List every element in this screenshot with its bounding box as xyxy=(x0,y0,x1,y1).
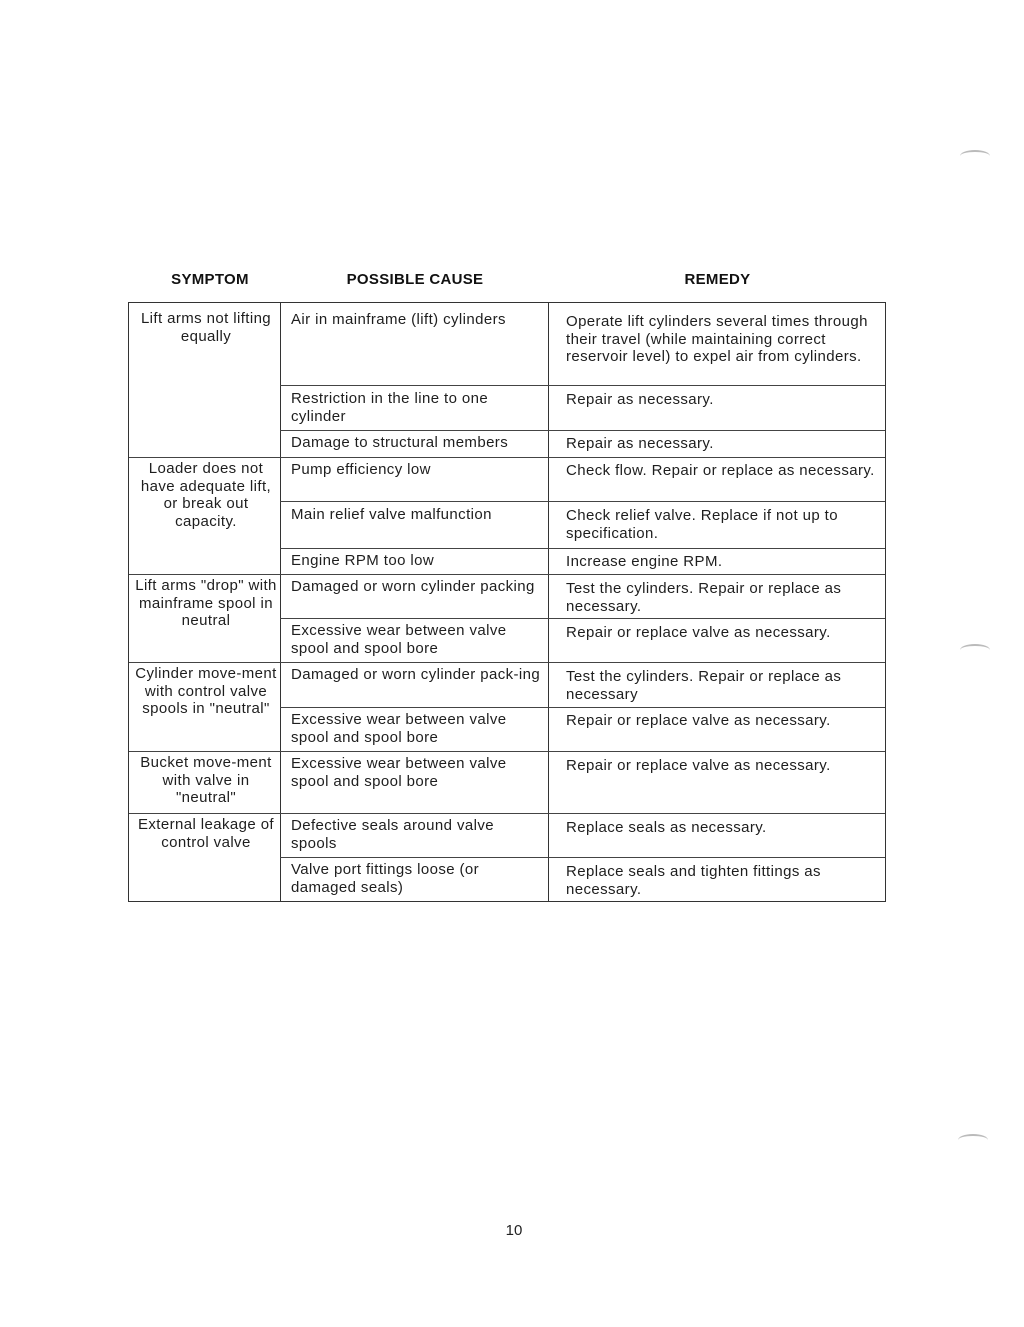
remedy-cell: Operate lift cylinders several times through their travel (while maintaining correct reservoir level) to expel air from cylinders. xyxy=(566,313,868,365)
remedy-cell: Repair as necessary. xyxy=(566,435,714,452)
row-divider xyxy=(129,662,885,663)
binder-hole-mark xyxy=(960,150,990,162)
cause-cell: Damage to structural members xyxy=(291,434,509,451)
cause-cell: Restriction in the line to one cylinder xyxy=(291,390,489,425)
column-divider xyxy=(548,303,549,901)
header-possible-cause: POSSIBLE CAUSE xyxy=(346,271,484,288)
remedy-cell: Replace seals as necessary. xyxy=(566,819,767,836)
remedy-cell: Replace seals and tighten fittings as necessary. xyxy=(566,863,821,898)
symptom-cell: Loader does not have adequate lift, or break out capacity. xyxy=(140,460,272,530)
symptom-cell: Lift arms "drop" with mainframe spool in neutral xyxy=(135,577,277,629)
cause-cell: Excessive wear between valve spool and spool bore xyxy=(291,755,507,790)
binder-hole-mark xyxy=(960,644,990,656)
cause-cell: Damaged or worn cylinder pack-ing xyxy=(291,666,541,683)
symptom-cell: Cylinder move-ment with control valve spools in "neutral" xyxy=(135,665,277,717)
cause-cell: Main relief valve malfunction xyxy=(291,506,492,523)
remedy-cell: Test the cylinders. Repair or replace as necessary. xyxy=(566,580,842,615)
remedy-cell: Increase engine RPM. xyxy=(566,553,723,570)
row-divider xyxy=(280,857,885,858)
cause-cell: Excessive wear between valve spool and spool bore xyxy=(291,622,507,657)
row-divider xyxy=(129,457,885,458)
cause-cell: Pump efficiency low xyxy=(291,461,431,478)
remedy-cell: Repair as necessary. xyxy=(566,391,714,408)
row-divider xyxy=(129,751,885,752)
remedy-cell: Repair or replace valve as necessary. xyxy=(566,757,831,774)
row-divider xyxy=(129,813,885,814)
cause-cell: Excessive wear between valve spool and spool bore xyxy=(291,711,507,746)
remedy-cell: Repair or replace valve as necessary. xyxy=(566,712,831,729)
remedy-cell: Check flow. Repair or replace as necessary. xyxy=(566,462,875,479)
page-number: 10 xyxy=(505,1222,523,1239)
troubleshooting-table xyxy=(128,302,886,902)
symptom-cell: External leakage of control valve xyxy=(137,816,274,851)
header-remedy: REMEDY xyxy=(684,271,751,288)
remedy-cell: Repair or replace valve as necessary. xyxy=(566,624,831,641)
cause-cell: Damaged or worn cylinder packing xyxy=(291,578,535,595)
cause-cell: Valve port fittings loose (or damaged seals) xyxy=(291,861,480,896)
cause-cell: Air in mainframe (lift) cylinders xyxy=(291,311,506,328)
column-divider xyxy=(280,303,281,901)
symptom-cell: Lift arms not lifting equally xyxy=(140,310,272,345)
row-divider xyxy=(280,430,885,431)
row-divider xyxy=(280,385,885,386)
header-symptom: SYMPTOM xyxy=(171,271,249,288)
row-divider xyxy=(280,618,885,619)
remedy-cell: Test the cylinders. Repair or replace as necessary xyxy=(566,668,842,703)
row-divider xyxy=(280,707,885,708)
symptom-cell: Bucket move-ment with valve in "neutral" xyxy=(140,754,272,806)
row-divider xyxy=(280,548,885,549)
row-divider xyxy=(280,501,885,502)
row-divider xyxy=(129,574,885,575)
cause-cell: Engine RPM too low xyxy=(291,552,435,569)
binder-hole-mark xyxy=(958,1134,988,1146)
cause-cell: Defective seals around valve spools xyxy=(291,817,494,852)
remedy-cell: Check relief valve. Replace if not up to specification. xyxy=(566,507,838,542)
